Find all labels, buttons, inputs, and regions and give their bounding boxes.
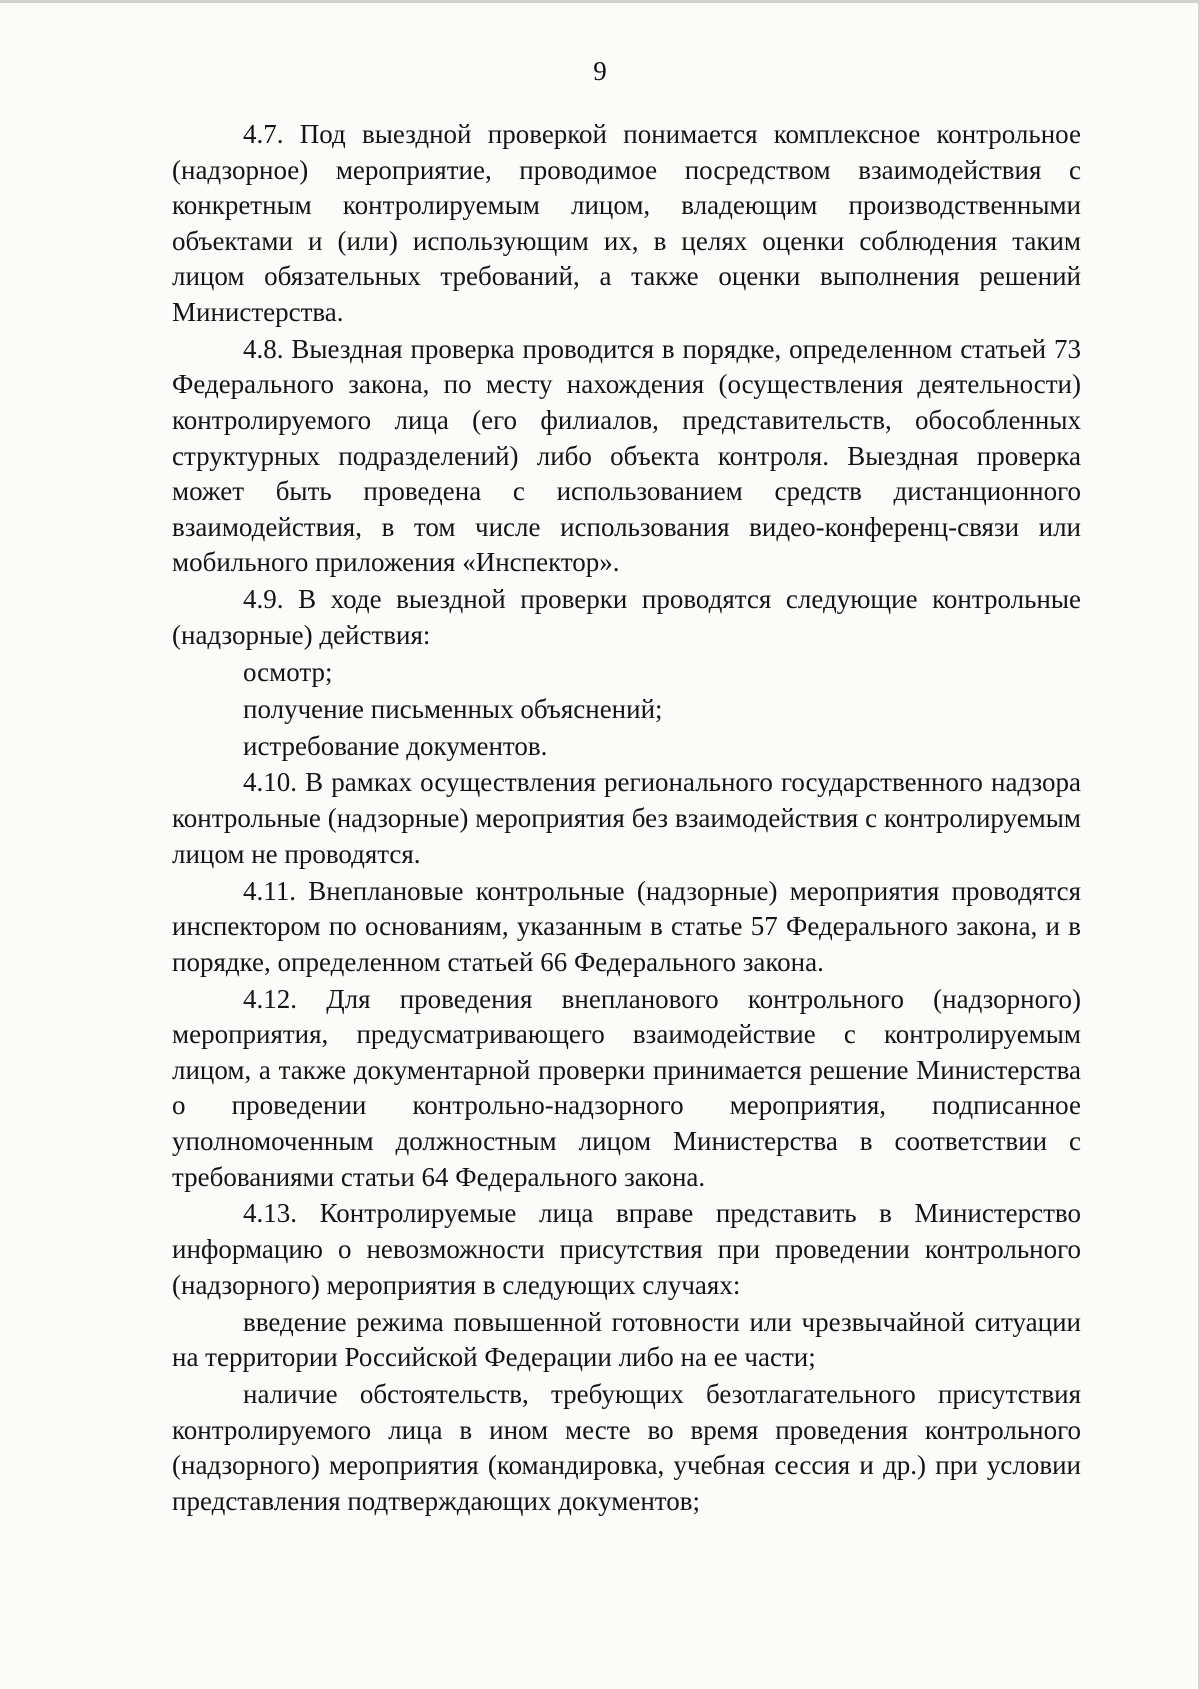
- paragraph-4-12: 4.12. Для проведения внепланового контрольного (надзорного) мероприятия, предусматривающего взаимодействие с контролируемым лицом, а также документарной проверки принимается решение Министерства о проведении контрольно-надзорного мероприятия, подписанное уполномоченным должностным лицом Министерства в соответствии с требованиями статьи 64 Федерального закона.: [172, 983, 1081, 1192]
- paragraph-4-11: 4.11. Внеплановые контрольные (надзорные) мероприятия проводятся инспектором по основаниям, указанным в статье 57 Федерального закона, и в порядке, определенном статьей 66 Федерального закона.: [172, 875, 1081, 977]
- scan-edge-top: [0, 0, 1200, 3]
- paragraph-4-13: 4.13. Контролируемые лица вправе представить в Министерство информацию о невозможности присутствия при проведении контрольного (надзорного) мероприятия в следующих случаях:: [172, 1198, 1081, 1300]
- paragraph-4-8: 4.8. Выездная проверка проводится в порядке, определенном статьей 73 Федерального закона, по месту нахождения (осуществления деятельности) контролируемого лица (его филиалов, представительств, обособленных структурных подразделений) либо объекта контроля. Выездная проверка может быть проведена с использованием средств дистанционного взаимодействия, в том числе использования видео-конференц-связи или мобильного приложения «Инспектор».: [172, 333, 1081, 578]
- paragraph-4-10: 4.10. В рамках осуществления регионального государственного надзора контрольные (надзорные) мероприятия без взаимодействия с контролируемым лицом не проводятся.: [172, 767, 1081, 869]
- page-number: 9: [593, 56, 607, 86]
- document-body: [172, 117, 1081, 1521]
- list-item-inspection: осмотр;: [243, 656, 333, 687]
- paragraph-4-7: 4.7. Под выездной проверкой понимается комплексное контрольное (надзорное) мероприятие, проводимое посредством взаимодействия с конкретным контролируемым лицом, владеющим производственными объектами и (или) использующим их, в целях оценки соблюдения таким лицом обязательных требований, а также оценки выполнения решений Министерства.: [172, 119, 1081, 327]
- list-item-explanations: получение письменных объяснений;: [243, 693, 663, 724]
- list-item-emergency: введение режима повышенной готовности или чрезвычайной ситуации на территории Российской Федерации либо на ее части;: [172, 1306, 1081, 1373]
- list-item-documents: истребование документов.: [243, 730, 548, 761]
- paragraph-4-9: 4.9. В ходе выездной проверки проводятся следующие контрольные (надзорные) действия:: [172, 584, 1081, 650]
- list-item-circumstances: наличие обстоятельств, требующих безотлагательного присутствия контролируемого лица в ином месте во время проведения контрольного (надзорного) мероприятия (командировка, учебная сессия и др.) при условии представления подтверждающих документов;: [172, 1379, 1081, 1516]
